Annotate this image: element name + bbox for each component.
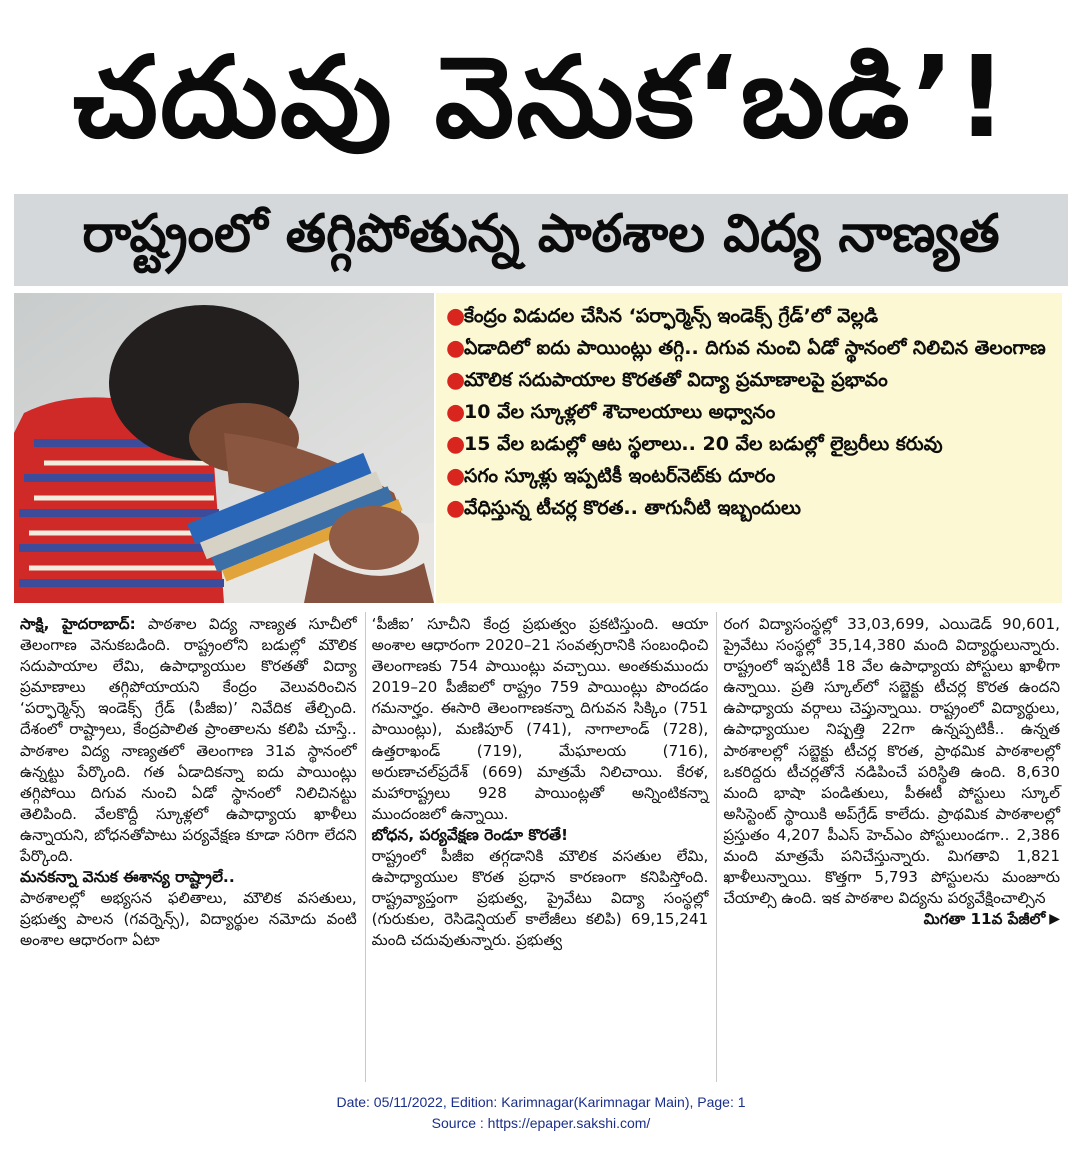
highlight-item [446, 495, 1054, 522]
highlight-text: సగం స్కూళ్లు ఇప్పటికీ ఇంటర్‌నెట్‌కు దూరం [464, 465, 776, 487]
article-paragraph: ‘పీజీఐ’ సూచీని కేంద్ర ప్రభుత్వం ప్రకటిస్తుంది. ఆయా అంశాల ఆధారంగా 2020–21 సంవత్సరానికి సంబంధించి తెలంగాణకు 754 పాయింట్లు వచ్చాయి. అంతకుముందు 2019–20 పీజీఐలో రాష్ట్రం 759 పాయింట్లు పొందడం గమనార్హం. ఈసారి తెలంగాణకన్నా దిగువన సిక్కిం (751 పాయింట్లు), మణిపూర్‌ (741), నాగాలాండ్‌ (728), ఉత్తరాఖండ్‌ (719), మేఘాలయ (716), అరుణాచల్‌ప్రదేశ్‌ (669) మాత్రమే నిలిచాయి. కేరళ, మహారాష్ట్రలు 928 పాయింట్లతో అన్నింటికన్నా ముందంజలో ఉన్నాయి. [371, 615, 709, 823]
paragraph-text: పాఠశాల విద్య నాణ్యత సూచీలో తెలంగాణ వెనుకబడింది. రాష్ట్రంలోని బడుల్లో మౌలిక సదుపాయాల లేమి, ఉపాధ్యాయుల కొరతతో విద్యా ప్రమాణాలు తగ్గిపోయాయని కేంద్రం వెలువరించిన ‘పర్ఫార్మెన్స్‌ ఇండెక్స్‌ గ్రేడ్‌ (పీజీఐ)’ నివేదిక తేల్చింది. దేశంలో రాష్ట్రాలు, కేంద్రపాలిత ప్రాంతాలను కలిపి చూస్తే.. పాఠశాల విద్య నాణ్యతలో తెలంగాణ 31వ స్థానంలో ఉన్నట్టు పేర్కొంది. గత ఏడాదికన్నా ఐదు పాయింట్లు తగ్గిపోయి దిగువ నుంచి ఏడో స్థానంలో నిలిచినట్టు తెలిపింది. వేలకొద్దీ స్కూళ్లలో ఉపాధ్యాయ ఖాళీలు ఉన్నాయని, బోధనతోపాటు పర్యవేక్షణ కూడా సరిగా లేదని పేర్కొంది. [20, 615, 357, 866]
article-column-2 [365, 612, 717, 1082]
article-paragraph: రంగ విద్యాసంస్థల్లో 33,03,699, ఎయిడెడ్‌ 90,601, ప్రైవేటు సంస్థల్లో 35,14,380 మంది విద్యార్థులున్నారు. రాష్ట్రంలో ఇప్పటికీ 18 వేల ఉపాధ్యాయ పోస్టులు ఖాళీగా ఉన్నాయి. ప్రతి స్కూల్‌లో సబ్జెక్టు టీచర్ల కొరత ఉందని ఉపాధ్యాయ వర్గాలు చెప్తున్నాయి. రాష్ట్రంలో విద్యార్థులు, ఉపాధ్యాయుల నిష్పత్తి 22గా ఉన్నప్పటికీ.. ఉన్నత పాఠశాలల్లో సబ్జెక్టు టీచర్ల కొరత, ప్రాథమిక పాఠశాలల్లో ఒకరిద్దరు టీచర్లతోనే నడిపించే పరిస్థితి ఉంది. 8,630 మంది భాషా పండితులు, పీఈటీ పోస్టులు స్కూల్‌ అసిస్టెంట్‌ స్థాయికి అప్‌గ్రేడ్‌ కాలేదు. ప్రాథమిక పాఠశాలల్లో ప్రస్తుతం 4,207 పీఎస్‌ హెచ్‌ఎం పోస్టులుండగా.. 2,386 మంది మాత్రమే పనిచేస్తున్నారు. మిగతావి 1,821 ఖాళీలున్నాయి. కొత్తగా 5,793 పోస్టులను మంజూరు చేయాల్సి ఉంది. ఇక పాఠశాల విద్యను పర్యవేక్షించాల్సిన [723, 615, 1061, 908]
highlight-item [446, 367, 1054, 394]
source-link[interactable]: Source : https://epaper.sakshi.com/ [431, 1115, 651, 1131]
bullet-icon: ● [446, 368, 466, 393]
subheadline: రాష్ట్రంలో తగ్గిపోతున్న పాఠశాల విద్య నాణ్యత [14, 194, 1068, 286]
section-subheading: మనకన్నా వెనుక ఈశాన్య రాష్ట్రాలే.. [20, 868, 235, 887]
highlight-item [446, 303, 1054, 330]
article-body [14, 612, 1068, 1082]
article-paragraph: పాఠశాలల్లో అభ్యసన ఫలితాలు, మౌలిక వసతులు, ప్రభుత్వ పాలన (గవర్నెన్స్‌), విద్యార్థుల నమోదు వంటి అంశాల ఆధారంగా ఏటా [20, 889, 357, 950]
play-arrow-icon: ▶ [1049, 911, 1061, 928]
highlight-item [446, 335, 1054, 362]
edition-info: Date: 05/11/2022, Edition: Karimnagar(Karimnagar Main), Page: 1 [336, 1094, 746, 1110]
news-photo [14, 293, 434, 603]
highlight-text: 10 వేల స్కూళ్లలో శౌచాలయాలు అధ్వానం [464, 401, 776, 423]
bullet-icon: ● [446, 432, 466, 457]
bullet-icon: ● [446, 400, 466, 425]
continued-note [723, 909, 1060, 930]
section-subheading: బోధన, పర్యవేక్షణ రెండూ కొరతే! [371, 825, 569, 844]
highlights-box [436, 293, 1062, 603]
headline: చదువు వెనుక‘బడి’! [72, 33, 1010, 163]
bullet-icon: ● [446, 496, 466, 521]
dateline: సాక్షి, హైదరాబాద్‌: [20, 615, 136, 633]
article-column-3 [716, 612, 1068, 1082]
boy-with-books-image [14, 293, 434, 603]
highlight-text: ఏడాదిలో ఐదు పాయింట్లు తగ్గి.. దిగువ నుంచి ఏడో స్థానంలో నిలిచిన తెలంగాణ [464, 337, 1046, 359]
article-paragraph [20, 614, 357, 867]
continued-text: మిగతా 11వ పేజీలో [923, 910, 1046, 929]
highlight-text: మౌలిక సదుపాయాల కొరతతో విద్యా ప్రమాణాలపై ప్రభావం [464, 369, 888, 391]
bullet-icon: ● [446, 336, 466, 361]
highlight-item [446, 399, 1054, 426]
article-column-1 [14, 612, 365, 1082]
bullet-icon: ● [446, 304, 466, 329]
page-footer [0, 1092, 1082, 1134]
bullet-icon: ● [446, 464, 466, 489]
highlight-item [446, 431, 1054, 458]
article-paragraph: రాష్ట్రంలో పీజీఐ తగ్గడానికి మౌలిక వసతుల లేమి, ఉపాధ్యాయుల కొరత ప్రధాన కారణంగా కనిపిస్తోంది. రాష్ట్రవ్యాప్తంగా ప్రభుత్వ, ప్రైవేటు విద్యా సంస్థల్లో (గురుకుల, రెసిడెన్షియల్‌ కాలేజీలు కలిపి) 69,15,241 మంది చదువుతున్నారు. ప్రభుత్వ [371, 847, 709, 950]
highlight-item [446, 463, 1054, 490]
highlight-text: కేంద్రం విడుదల చేసిన ‘పర్ఫార్మెన్స్‌ ఇండెక్స్‌ గ్రేడ్‌’లో వెల్లడి [464, 305, 879, 327]
highlight-text: వేధిస్తున్న టీచర్ల కొరత.. తాగునీటి ఇబ్బందులు [464, 497, 801, 519]
highlight-text: 15 వేల బడుల్లో ఆట స్థలాలు.. 20 వేల బడుల్లో లైబ్రరీలు కరువు [464, 433, 943, 455]
